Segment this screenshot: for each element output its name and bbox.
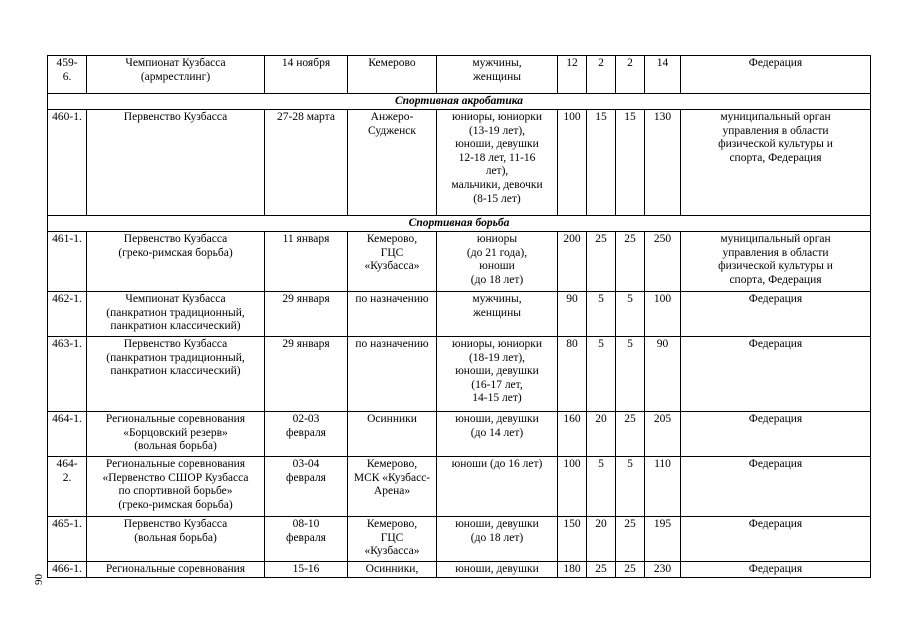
table-row (48, 232, 871, 292)
judges-count-cell: 25 (616, 412, 645, 457)
coaches-count-cell: 5 (587, 337, 616, 412)
event-name-cell: Региональные соревнования «Борцовский резерв» (вольная борьба) (87, 412, 265, 457)
coaches-count-cell: 15 (587, 110, 616, 216)
table-row (48, 517, 871, 562)
total-count-cell: 14 (645, 56, 681, 94)
athletes-count-cell: 200 (558, 232, 587, 292)
table-row (48, 337, 871, 412)
participants-cell: юниоры, юниорки (13-19 лет), юноши, девушки 12-18 лет, 11-16 лет), мальчики, девочки (8-15 лет) (437, 110, 558, 216)
total-count-cell: 100 (645, 292, 681, 337)
row-number-cell: 465-1. (48, 517, 87, 562)
table-row (48, 56, 871, 94)
event-place-cell: Осинники, (348, 562, 437, 578)
event-date-cell: 08-10 февраля (265, 517, 348, 562)
table-row (48, 562, 871, 578)
participants-cell: юниоры (до 21 года), юноши (до 18 лет) (437, 232, 558, 292)
row-number-cell: 462-1. (48, 292, 87, 337)
table-row (48, 412, 871, 457)
event-place-cell: по назначению (348, 292, 437, 337)
event-place-cell: по назначению (348, 337, 437, 412)
judges-count-cell: 15 (616, 110, 645, 216)
total-count-cell: 110 (645, 457, 681, 517)
row-number-cell: 464- 2. (48, 457, 87, 517)
participants-cell: юноши (до 16 лет) (437, 457, 558, 517)
page-number: 90 (33, 574, 45, 585)
event-name-cell: Чемпионат Кузбасса (армрестлинг) (87, 56, 265, 94)
athletes-count-cell: 160 (558, 412, 587, 457)
row-number-cell: 460-1. (48, 110, 87, 216)
event-date-cell: 27-28 марта (265, 110, 348, 216)
section-title: Спортивная борьба (48, 216, 871, 232)
table-row (48, 292, 871, 337)
total-count-cell: 195 (645, 517, 681, 562)
total-count-cell: 250 (645, 232, 681, 292)
participants-cell: юноши, девушки (до 14 лет) (437, 412, 558, 457)
row-number-cell: 464-1. (48, 412, 87, 457)
event-name-cell: Первенство Кузбасса (панкратион традиционный, панкратион классический) (87, 337, 265, 412)
event-date-cell: 11 января (265, 232, 348, 292)
row-number-cell: 466-1. (48, 562, 87, 578)
organizer-cell: Федерация (681, 56, 871, 94)
total-count-cell: 205 (645, 412, 681, 457)
event-place-cell: Кемерово (348, 56, 437, 94)
coaches-count-cell: 5 (587, 292, 616, 337)
event-name-cell: Региональные соревнования (87, 562, 265, 578)
table-row (48, 457, 871, 517)
event-place-cell: Осинники (348, 412, 437, 457)
participants-cell: мужчины, женщины (437, 292, 558, 337)
organizer-cell: муниципальный орган управления в области физической культуры и спорта, Федерация (681, 110, 871, 216)
organizer-cell: Федерация (681, 412, 871, 457)
event-name-cell: Региональные соревнования «Первенство СШОР Кузбасса по спортивной борьбе» (греко-римская борьба) (87, 457, 265, 517)
athletes-count-cell: 90 (558, 292, 587, 337)
event-date-cell: 15-16 (265, 562, 348, 578)
judges-count-cell: 25 (616, 562, 645, 578)
coaches-count-cell: 2 (587, 56, 616, 94)
athletes-count-cell: 150 (558, 517, 587, 562)
coaches-count-cell: 20 (587, 412, 616, 457)
coaches-count-cell: 25 (587, 562, 616, 578)
athletes-count-cell: 180 (558, 562, 587, 578)
organizer-cell: Федерация (681, 292, 871, 337)
event-place-cell: Кемерово, ГЦС «Кузбасса» (348, 517, 437, 562)
events-table-body (48, 56, 871, 578)
event-date-cell: 03-04 февраля (265, 457, 348, 517)
total-count-cell: 130 (645, 110, 681, 216)
coaches-count-cell: 20 (587, 517, 616, 562)
row-number-cell: 463-1. (48, 337, 87, 412)
event-name-cell: Первенство Кузбасса (греко-римская борьба) (87, 232, 265, 292)
event-name-cell: Чемпионат Кузбасса (панкратион традиционный, панкратион классический) (87, 292, 265, 337)
row-number-cell: 459- 6. (48, 56, 87, 94)
coaches-count-cell: 5 (587, 457, 616, 517)
total-count-cell: 230 (645, 562, 681, 578)
judges-count-cell: 5 (616, 457, 645, 517)
event-date-cell: 29 января (265, 337, 348, 412)
judges-count-cell: 5 (616, 292, 645, 337)
section-header-row (48, 94, 871, 110)
participants-cell: юноши, девушки (до 18 лет) (437, 517, 558, 562)
judges-count-cell: 25 (616, 232, 645, 292)
participants-cell: мужчины, женщины (437, 56, 558, 94)
coaches-count-cell: 25 (587, 232, 616, 292)
organizer-cell: Федерация (681, 562, 871, 578)
event-date-cell: 29 января (265, 292, 348, 337)
organizer-cell: муниципальный орган управления в области физической культуры и спорта, Федерация (681, 232, 871, 292)
total-count-cell: 90 (645, 337, 681, 412)
table-row (48, 110, 871, 216)
section-title: Спортивная акробатика (48, 94, 871, 110)
participants-cell: юниоры, юниорки (18-19 лет), юноши, девушки (16-17 лет, 14-15 лет) (437, 337, 558, 412)
participants-cell: юноши, девушки (437, 562, 558, 578)
event-name-cell: Первенство Кузбасса (вольная борьба) (87, 517, 265, 562)
judges-count-cell: 2 (616, 56, 645, 94)
organizer-cell: Федерация (681, 517, 871, 562)
organizer-cell: Федерация (681, 457, 871, 517)
judges-count-cell: 25 (616, 517, 645, 562)
event-date-cell: 14 ноября (265, 56, 348, 94)
event-date-cell: 02-03 февраля (265, 412, 348, 457)
event-place-cell: Анжеро- Судженск (348, 110, 437, 216)
event-place-cell: Кемерово, МСК «Кузбасс- Арена» (348, 457, 437, 517)
event-place-cell: Кемерово, ГЦС «Кузбасса» (348, 232, 437, 292)
athletes-count-cell: 100 (558, 457, 587, 517)
section-header-row (48, 216, 871, 232)
organizer-cell: Федерация (681, 337, 871, 412)
athletes-count-cell: 12 (558, 56, 587, 94)
athletes-count-cell: 100 (558, 110, 587, 216)
judges-count-cell: 5 (616, 337, 645, 412)
events-table (47, 55, 871, 578)
event-name-cell: Первенство Кузбасса (87, 110, 265, 216)
athletes-count-cell: 80 (558, 337, 587, 412)
row-number-cell: 461-1. (48, 232, 87, 292)
